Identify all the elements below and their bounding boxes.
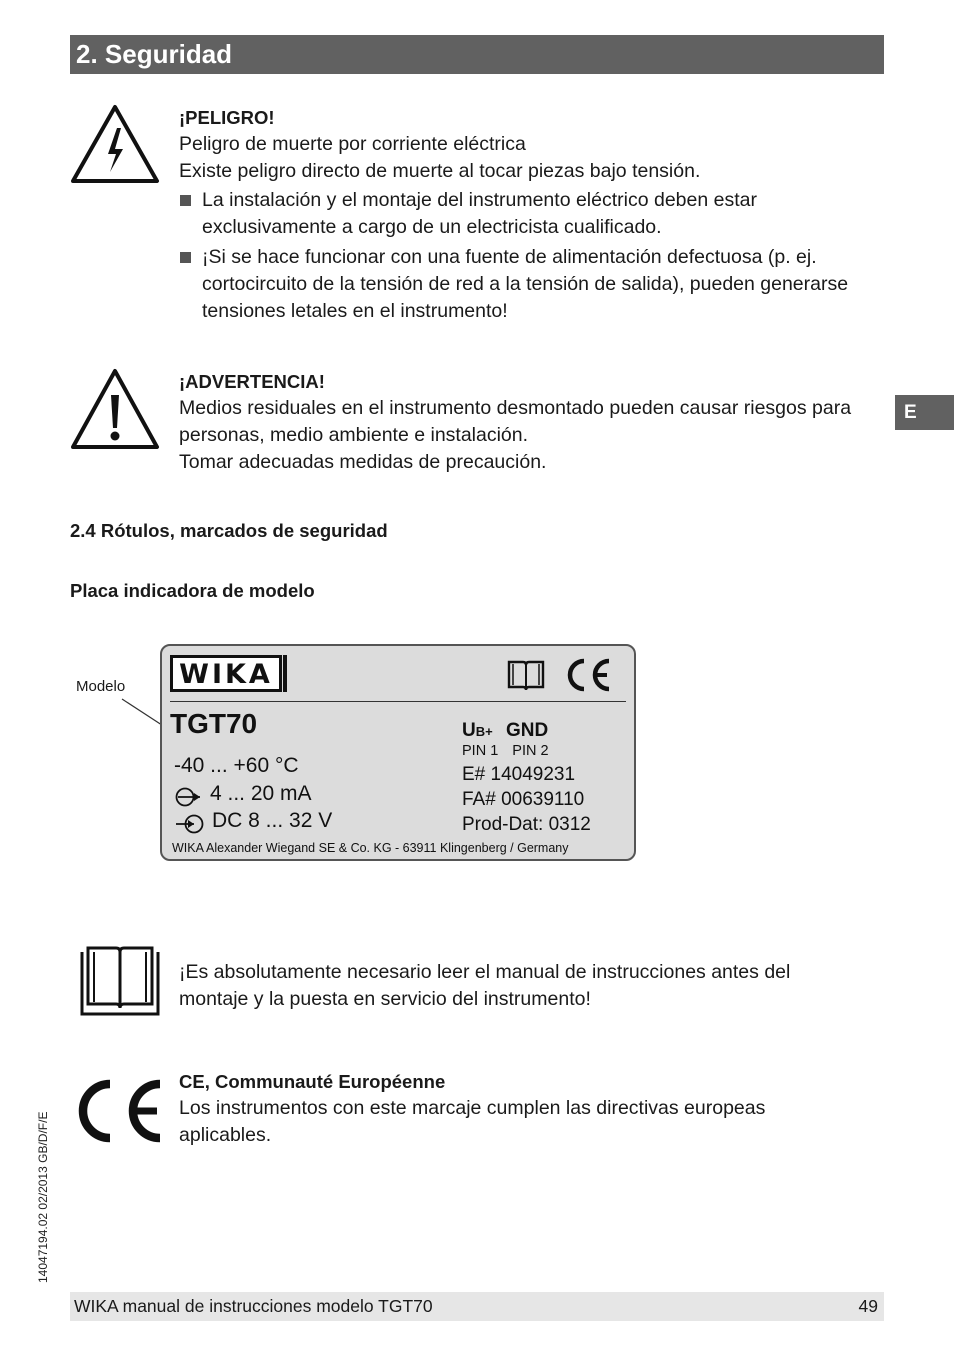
plate-temperature: -40 ... +60 °C [174, 754, 299, 777]
supply-input-icon [174, 813, 206, 835]
plate-separator [170, 701, 626, 702]
page-footer [70, 1292, 884, 1321]
warning-title: ¡ADVERTENCIA! [179, 371, 325, 392]
output-signal-icon [174, 786, 204, 808]
wika-logo: WIKA [170, 655, 282, 692]
manual-note [179, 959, 829, 1013]
plate-heading: Placa indicadora de modelo [70, 580, 315, 601]
plate-supply: DC 8 ... 32 V [212, 809, 333, 832]
plate-e-number: E# 14049231 [462, 764, 576, 785]
danger-bullet-1: La instalación y el montaje del instrumento eléctrico deben estar exclusivamente a cargo de un electricista cualificado. [179, 187, 879, 241]
manual-book-icon [76, 942, 164, 1018]
warning-line-2: Tomar adecuadas medidas de precaución. [179, 451, 547, 473]
warning-icon [70, 368, 160, 450]
language-tab: E [895, 395, 954, 430]
danger-line-1: Peligro de muerte por corriente eléctrica [179, 133, 526, 155]
plate-model: TGT70 [170, 708, 258, 739]
danger-bullet-2: ¡Si se hace funcionar con una fuente de alimentación defectuosa (p. ej. cortocircuito de la tensión de red a la tensión de salida), pueden generarse tensiones letales en el instrumento! [179, 244, 879, 325]
pin-2-label: PIN 2 [512, 743, 549, 759]
footer-title: WIKA manual de instrucciones modelo TGT70 [74, 1296, 433, 1316]
section-title: 2. Seguridad [70, 35, 884, 74]
plate-output: 4 ... 20 mA [210, 782, 312, 805]
plate-manufacturer: WIKA Alexander Wiegand SE & Co. KG - 63911 Klingenberg / Germany [172, 841, 569, 855]
ce-note [179, 1068, 819, 1149]
electric-hazard-icon [70, 104, 160, 184]
section-2-4-heading: 2.4 Rótulos, marcados de seguridad [70, 520, 388, 541]
danger-line-2: Existe peligro directo de muerte al tocar piezas bajo tensión. [179, 160, 701, 182]
manual-icon [506, 658, 546, 692]
pin-header-ub-sub: B+ [475, 724, 493, 739]
danger-title: ¡PELIGRO! [179, 107, 275, 128]
model-callout-label: Modelo [76, 678, 126, 695]
ce-note-text: Los instrumentos con este marcaje cumplen las directivas europeas aplicables. [179, 1097, 766, 1146]
warning-line-1: Medios residuales en el instrumento desmontado pueden causar riesgos para personas, medio ambiente e instalación. [179, 397, 852, 446]
page-number: 49 [858, 1296, 878, 1316]
ce-mark-icon [564, 657, 612, 693]
ce-mark-large-icon [78, 1078, 166, 1144]
pin-header [462, 720, 548, 742]
pin-header-gnd: GND [506, 720, 549, 741]
warning-block [179, 368, 879, 476]
ce-note-title: CE, Communauté Européenne [179, 1071, 446, 1092]
product-label-plate [160, 644, 636, 861]
plate-fa-number: FA# 00639110 [462, 789, 585, 810]
pin-labels [462, 743, 549, 759]
pin-1-label: PIN 1 [462, 743, 499, 759]
manual-note-text: ¡Es absolutamente necesario leer el manual de instrucciones antes del montaje y la puesta en servicio del instrumento! [179, 961, 791, 1010]
pin-header-ub: U [462, 720, 476, 741]
document-code: 14047194.02 02/2013 GB/D/F/E [36, 1111, 50, 1283]
danger-block [179, 104, 879, 325]
plate-prod-date: Prod-Dat: 0312 [462, 814, 591, 835]
